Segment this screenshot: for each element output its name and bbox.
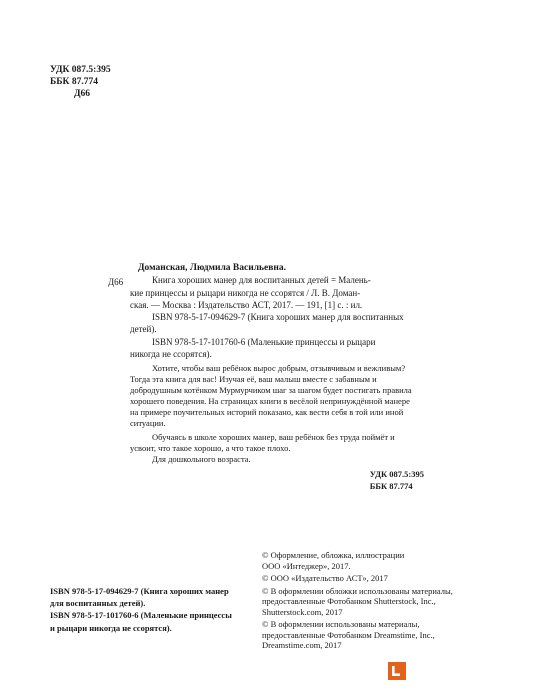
catalog-udk: УДК 087.5:395 <box>369 469 424 480</box>
udk-code: УДК 087.5:395 <box>50 65 111 75</box>
copyright-line <box>262 573 492 584</box>
catalog-bbk: ББК 87.774 <box>369 481 413 492</box>
catalog-title-line: кие принцессы и рыцари никогда не ссорятся / Л. В. Доман- <box>130 287 361 298</box>
copyright-text: Dreamstime.com, 2017 <box>262 640 342 650</box>
bbk-code: ББК 87.774 <box>50 77 98 87</box>
annotation-line: усвоит, что такое хорошо, а что такое плохо. <box>130 443 291 454</box>
catalog-isbn-line: ISBN 978-5-17-101760-6 (Маленькие принцессы и рыцари <box>152 336 376 347</box>
annotation-line: на примере поучительных историй показано, как вести себя в той или иной <box>130 407 404 418</box>
catalog-card <box>130 262 424 494</box>
catalog-author-heading: Доманская, Людмила Васильевна. <box>138 263 286 273</box>
catalog-title-line: Книга хороших манер для воспитанных детей = Малень- <box>152 275 371 286</box>
copyright-text: ООО «Интеджер», 2017. <box>262 560 351 571</box>
annotation-line: хорошего поведения. На страницах книги в весёлой непринуждённой манере <box>130 396 410 407</box>
annotation-line: ситуации. <box>130 418 166 429</box>
copyright-block <box>262 550 492 653</box>
annotation-line: добродушным котёнком Мурмурчиком шаг за шагом будет постигать правила <box>130 385 412 396</box>
copyright-text: © ООО «Издательство АСТ», 2017 <box>262 573 388 583</box>
copyright-line <box>262 550 492 571</box>
catalog-codes <box>370 468 424 492</box>
catalog-codes-block <box>130 468 424 494</box>
isbn-line: для воспитанных детей). <box>50 598 146 609</box>
annotation-line: Хотите, чтобы ваш ребёнок вырос добрым, отзывчивым и вежливым? <box>152 363 406 374</box>
isbn-line: ISBN 978-5-17-101760-6 (Маленькие принцессы <box>50 610 232 621</box>
annotation-line: Обучаясь в школе хороших манер, ваш ребёнок без труда поймёт и <box>152 432 395 443</box>
copyright-text: предоставленные Фотобанком Dreamstime, Inc., <box>262 629 435 640</box>
copyright-text: предоставленные Фотобанком Shutterstock, Inc., <box>262 596 436 606</box>
isbn-block <box>50 585 260 634</box>
copyright-text: © В оформлении использованы материалы, <box>262 619 420 629</box>
annotation-line: Тогда эта книга для вас! Изучая её, ваш малыш вместе с забавным и <box>130 374 377 385</box>
catalog-isbn-line: никогда не ссорятся). <box>130 349 212 360</box>
catalog-isbn-line: детей). <box>130 324 157 335</box>
litres-logo-glyph <box>388 662 406 680</box>
litres-logo-icon[interactable] <box>388 662 406 680</box>
catalog-annotation <box>130 363 424 465</box>
copyright-line <box>262 586 492 618</box>
catalog-isbn-line: ISBN 978-5-17-094629-7 (Книга хороших манер для воспитанных <box>152 312 404 323</box>
age-note: Для дошкольного возраста. <box>152 454 251 465</box>
catalog-author-mark: Д66 <box>108 277 124 287</box>
isbn-line: и рыцари никогда не ссорятся). <box>50 622 172 633</box>
copyright-text: © Оформление, обложка, иллюстрации <box>262 550 405 560</box>
catalog-title-line: ская. — Москва : Издательство АСТ, 2017. — 191, [1] с. : ил. <box>130 299 363 310</box>
copyright-text: © В оформлении обложки использованы материалы, <box>262 585 453 596</box>
top-classification-codes <box>50 64 111 100</box>
author-mark: Д66 <box>74 89 91 99</box>
copyright-text: Shutterstock.com, 2017 <box>262 606 343 617</box>
isbn-line: ISBN 978-5-17-094629-7 (Книга хороших манер <box>50 586 229 596</box>
copyright-line <box>262 619 492 651</box>
